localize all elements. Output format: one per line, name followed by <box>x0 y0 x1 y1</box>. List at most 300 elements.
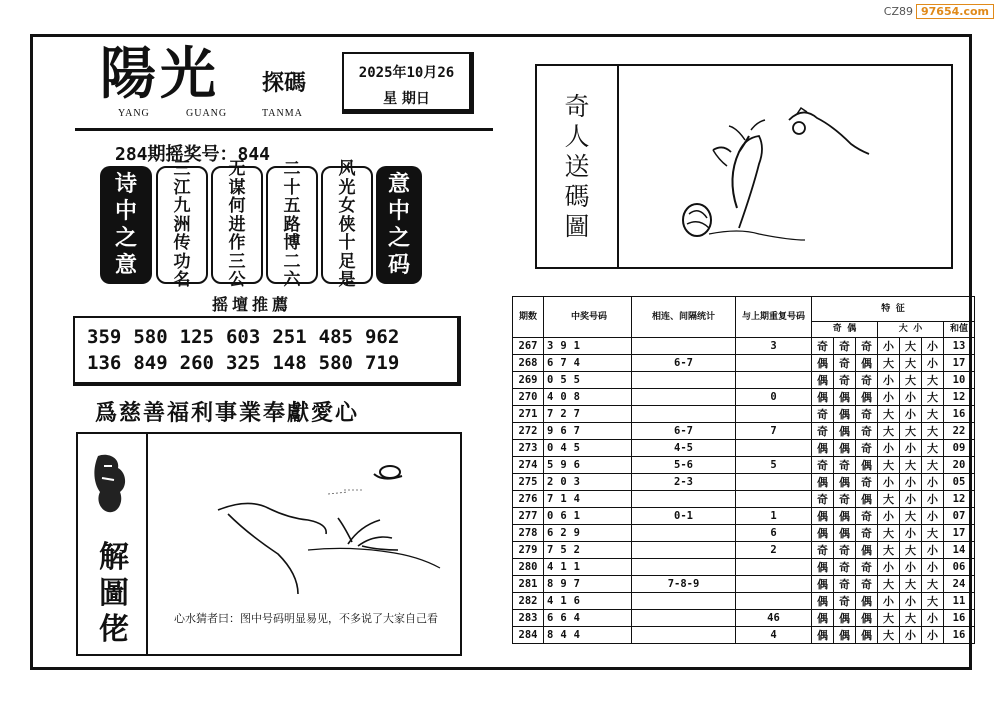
recommend-number: 580 <box>318 352 353 374</box>
poem-char: 十 <box>338 233 356 254</box>
big-small-cell: 大 <box>922 440 944 457</box>
table-row <box>513 627 975 644</box>
poem-char: 公 <box>228 270 246 291</box>
recommend-number: 719 <box>364 352 400 374</box>
header-rule <box>75 128 493 131</box>
big-small-cell: 大 <box>878 525 900 542</box>
sum-cell: 09 <box>944 440 975 457</box>
poem-left-char: 诗 <box>114 171 137 197</box>
poem-char: 进 <box>228 214 246 235</box>
odd-even-cell: 奇 <box>856 525 878 542</box>
sketch-title-char: 解 <box>99 540 129 575</box>
poem-right-char: 码 <box>387 252 410 278</box>
sketch-drawing-area <box>146 434 462 656</box>
odd-even-cell: 偶 <box>812 576 834 593</box>
draw-cell: 280 <box>513 559 544 576</box>
sum-cell: 12 <box>944 389 975 406</box>
repeat-cell: 6 <box>736 525 812 542</box>
repeat-cell: 0 <box>736 389 812 406</box>
poem-char: 风 <box>338 159 356 180</box>
big-small-cell: 大 <box>878 406 900 423</box>
poem-left-char: 之 <box>114 225 137 251</box>
table-row <box>513 389 975 406</box>
consecutive-cell: 7-8-9 <box>632 576 736 593</box>
consecutive-cell <box>632 542 736 559</box>
draw-cell: 277 <box>513 508 544 525</box>
consecutive-cell <box>632 491 736 508</box>
odd-even-cell: 奇 <box>856 508 878 525</box>
big-small-cell: 大 <box>922 423 944 440</box>
history-rows <box>513 338 975 644</box>
poem-char: 路 <box>283 214 301 235</box>
big-small-cell: 小 <box>878 440 900 457</box>
col-digits: 中奖号码 <box>544 297 632 338</box>
draw-cell: 268 <box>513 355 544 372</box>
odd-even-cell: 奇 <box>834 576 856 593</box>
history-table <box>512 296 975 644</box>
sum-cell: 24 <box>944 576 975 593</box>
site-domain[interactable]: 97654.com <box>916 4 994 19</box>
odd-even-cell: 偶 <box>834 627 856 644</box>
poem-char: 光 <box>338 177 356 198</box>
brush-ink-icon <box>90 452 134 518</box>
sketch-title-char: 佬 <box>99 612 129 647</box>
odd-even-cell: 偶 <box>812 389 834 406</box>
table-row <box>513 474 975 491</box>
sum-cell: 12 <box>944 491 975 508</box>
odd-even-cell: 奇 <box>856 372 878 389</box>
odd-even-cell: 奇 <box>834 491 856 508</box>
poem-right-char: 中 <box>387 198 410 224</box>
draw-cell: 279 <box>513 542 544 559</box>
digits-cell: 203 <box>544 474 632 491</box>
big-small-cell: 小 <box>878 559 900 576</box>
sum-cell: 06 <box>944 559 975 576</box>
sum-cell: 16 <box>944 406 975 423</box>
repeat-cell: 5 <box>736 457 812 474</box>
consecutive-cell <box>632 525 736 542</box>
big-small-cell: 大 <box>878 355 900 372</box>
table-row <box>513 372 975 389</box>
odd-even-cell: 偶 <box>812 593 834 610</box>
recommend-number: 603 <box>225 326 261 348</box>
big-small-cell: 小 <box>900 559 922 576</box>
table-row <box>513 559 975 576</box>
big-small-cell: 大 <box>922 576 944 593</box>
poem-char: 女 <box>338 196 356 217</box>
recommend-number: 485 <box>318 326 353 348</box>
odd-even-cell: 偶 <box>856 542 878 559</box>
landscape-sketch-icon <box>148 434 462 604</box>
big-small-cell: 小 <box>922 627 944 644</box>
draw-cell: 269 <box>513 372 544 389</box>
odd-even-cell: 偶 <box>812 508 834 525</box>
digits-cell: 664 <box>544 610 632 627</box>
draw-cell: 284 <box>513 627 544 644</box>
odd-even-cell: 偶 <box>812 440 834 457</box>
odd-even-cell: 偶 <box>834 610 856 627</box>
poem-char: 功 <box>173 251 191 272</box>
consecutive-cell: 4-5 <box>632 440 736 457</box>
draw-cell: 278 <box>513 525 544 542</box>
col-consecutive: 相连、间隔统计 <box>632 297 736 338</box>
odd-even-cell: 偶 <box>856 593 878 610</box>
sum-cell: 11 <box>944 593 975 610</box>
mystery-title-char: 碼 <box>564 181 590 211</box>
sum-cell: 10 <box>944 372 975 389</box>
recommend-number: 136 <box>87 352 122 374</box>
big-small-cell: 小 <box>900 440 922 457</box>
big-small-cell: 大 <box>922 593 944 610</box>
odd-even-cell: 奇 <box>834 338 856 355</box>
big-small-cell: 小 <box>878 474 900 491</box>
big-small-cell: 小 <box>900 389 922 406</box>
digits-cell: 391 <box>544 338 632 355</box>
consecutive-cell: 6-7 <box>632 423 736 440</box>
big-small-cell: 小 <box>878 372 900 389</box>
poem-char: 侠 <box>338 214 356 235</box>
odd-even-cell: 偶 <box>834 423 856 440</box>
digits-cell: 045 <box>544 440 632 457</box>
table-row <box>513 457 975 474</box>
repeat-cell <box>736 355 812 372</box>
odd-even-cell: 奇 <box>834 542 856 559</box>
mystery-title-char: 圖 <box>564 211 590 241</box>
odd-even-cell: 奇 <box>812 491 834 508</box>
draw-cell: 274 <box>513 457 544 474</box>
poem-column-4 <box>321 159 373 291</box>
recommend-number: 580 <box>133 326 168 348</box>
site-id: CZ89 <box>883 5 913 18</box>
poem-right-char: 之 <box>387 225 410 251</box>
table-row <box>513 610 975 627</box>
big-small-cell: 小 <box>900 474 922 491</box>
digits-cell: 897 <box>544 576 632 593</box>
col-draw: 期数 <box>513 297 544 338</box>
consecutive-cell: 0-1 <box>632 508 736 525</box>
charity-slogan: 爲慈善福利事業奉獻愛心 <box>95 400 360 426</box>
col-big-small: 大 小 <box>878 322 944 338</box>
big-small-cell: 大 <box>878 457 900 474</box>
odd-even-cell: 偶 <box>834 508 856 525</box>
odd-even-cell: 偶 <box>856 610 878 627</box>
digits-cell: 629 <box>544 525 632 542</box>
odd-even-cell: 奇 <box>856 576 878 593</box>
big-small-cell: 小 <box>922 542 944 559</box>
big-small-cell: 小 <box>900 406 922 423</box>
big-small-cell: 大 <box>922 457 944 474</box>
consecutive-cell <box>632 593 736 610</box>
repeat-cell: 3 <box>736 338 812 355</box>
mystery-panel <box>535 64 953 269</box>
col-repeat: 与上期重复号码 <box>736 297 812 338</box>
digits-cell: 714 <box>544 491 632 508</box>
odd-even-cell: 奇 <box>834 593 856 610</box>
sum-cell: 16 <box>944 610 975 627</box>
digits-cell: 411 <box>544 559 632 576</box>
big-small-cell: 大 <box>922 389 944 406</box>
consecutive-cell <box>632 406 736 423</box>
repeat-cell: 1 <box>736 508 812 525</box>
odd-even-cell: 偶 <box>812 610 834 627</box>
digits-cell: 967 <box>544 423 632 440</box>
sum-cell: 20 <box>944 457 975 474</box>
odd-even-cell: 奇 <box>812 457 834 474</box>
odd-even-cell: 奇 <box>856 423 878 440</box>
consecutive-cell <box>632 389 736 406</box>
mystery-sketch-icon <box>619 68 951 268</box>
digits-cell: 727 <box>544 406 632 423</box>
col-odd-even: 奇 偶 <box>812 322 878 338</box>
big-small-cell: 小 <box>878 389 900 406</box>
digits-cell: 408 <box>544 389 632 406</box>
col-features: 特 征 <box>812 297 975 322</box>
odd-even-cell: 奇 <box>856 406 878 423</box>
table-row <box>513 542 975 559</box>
draw-result: 284期摇奖号：844 <box>115 144 271 165</box>
big-small-cell: 大 <box>878 627 900 644</box>
sum-cell: 22 <box>944 423 975 440</box>
draw-cell: 276 <box>513 491 544 508</box>
consecutive-cell: 5-6 <box>632 457 736 474</box>
poem-char: 何 <box>228 196 246 217</box>
draw-cell: 275 <box>513 474 544 491</box>
issue-date: 2025年10月26 <box>358 65 455 81</box>
sketch-title <box>96 540 132 648</box>
recommend-number: 359 <box>87 326 122 348</box>
big-small-cell: 大 <box>878 423 900 440</box>
odd-even-cell: 偶 <box>834 440 856 457</box>
mystery-title <box>537 66 619 267</box>
sum-cell: 13 <box>944 338 975 355</box>
pinyin-tanma: TANMA <box>262 108 303 119</box>
table-row <box>513 491 975 508</box>
recommend-number: 849 <box>133 352 168 374</box>
sum-cell: 07 <box>944 508 975 525</box>
consecutive-cell <box>632 627 736 644</box>
recommend-number: 962 <box>364 326 400 348</box>
big-small-cell: 小 <box>922 559 944 576</box>
table-row <box>513 508 975 525</box>
recommend-number: 325 <box>225 352 261 374</box>
big-small-cell: 小 <box>900 525 922 542</box>
odd-even-cell: 偶 <box>856 491 878 508</box>
big-small-cell: 大 <box>900 508 922 525</box>
big-small-cell: 大 <box>922 372 944 389</box>
table-row <box>513 355 975 372</box>
site-tag[interactable] <box>884 4 994 19</box>
recommend-title: 摇壇推薦 <box>212 295 293 314</box>
big-small-cell: 大 <box>878 576 900 593</box>
table-row <box>513 423 975 440</box>
digits-cell: 844 <box>544 627 632 644</box>
recommend-numbers <box>73 316 461 386</box>
repeat-cell <box>736 491 812 508</box>
poem-left-char: 意 <box>114 252 137 278</box>
consecutive-cell <box>632 338 736 355</box>
big-small-cell: 小 <box>878 593 900 610</box>
odd-even-cell: 偶 <box>856 457 878 474</box>
repeat-cell: 7 <box>736 423 812 440</box>
repeat-cell <box>736 474 812 491</box>
poem-column-3 <box>266 159 318 291</box>
big-small-cell: 小 <box>900 593 922 610</box>
poem-char: 十 <box>283 177 301 198</box>
mystery-title-char: 人 <box>564 121 590 151</box>
poem-char: 足 <box>338 251 356 272</box>
odd-even-cell: 偶 <box>834 406 856 423</box>
poem-char: 二 <box>283 251 301 272</box>
poem-char: 五 <box>283 196 301 217</box>
odd-even-cell: 奇 <box>856 440 878 457</box>
sketch-panel <box>76 432 462 656</box>
draw-cell: 267 <box>513 338 544 355</box>
big-small-cell: 大 <box>900 576 922 593</box>
table-row <box>513 338 975 355</box>
sketch-note: 心水猜者曰：图中号码明显易见，不多说了大家自己看 <box>174 612 438 625</box>
odd-even-cell: 偶 <box>812 372 834 389</box>
sketch-title-char: 圖 <box>99 576 129 611</box>
big-small-cell: 小 <box>922 338 944 355</box>
big-small-cell: 小 <box>922 508 944 525</box>
odd-even-cell: 偶 <box>812 559 834 576</box>
sum-cell: 17 <box>944 355 975 372</box>
poem-right-label <box>376 166 422 284</box>
sum-cell: 14 <box>944 542 975 559</box>
poem-char: 谋 <box>228 177 246 198</box>
big-small-cell: 大 <box>922 406 944 423</box>
repeat-cell <box>736 372 812 389</box>
digits-cell: 674 <box>544 355 632 372</box>
digits-cell: 055 <box>544 372 632 389</box>
big-small-cell: 小 <box>922 491 944 508</box>
poem-column-1 <box>156 159 208 291</box>
consecutive-cell <box>632 372 736 389</box>
poem-char: 九 <box>173 196 191 217</box>
poem-char: 三 <box>228 251 246 272</box>
big-small-cell: 大 <box>900 423 922 440</box>
odd-even-cell: 偶 <box>834 474 856 491</box>
repeat-cell <box>736 406 812 423</box>
consecutive-cell <box>632 559 736 576</box>
odd-even-cell: 奇 <box>834 355 856 372</box>
poem-char: 无 <box>228 159 246 180</box>
poem-char: 六 <box>283 270 301 291</box>
digits-cell: 752 <box>544 542 632 559</box>
big-small-cell: 小 <box>900 627 922 644</box>
odd-even-cell: 奇 <box>812 406 834 423</box>
poem-char: 名 <box>173 270 191 291</box>
sum-cell: 17 <box>944 525 975 542</box>
big-small-cell: 大 <box>900 372 922 389</box>
pinyin-guang: GUANG <box>186 108 228 119</box>
draw-cell: 283 <box>513 610 544 627</box>
big-small-cell: 大 <box>900 338 922 355</box>
poem-char: 三 <box>173 159 191 180</box>
poem-left-label <box>100 166 152 284</box>
consecutive-cell <box>632 610 736 627</box>
odd-even-cell: 偶 <box>834 389 856 406</box>
sum-cell: 05 <box>944 474 975 491</box>
poem-char: 洲 <box>173 214 191 235</box>
recommend-number: 125 <box>179 326 214 348</box>
odd-even-cell: 奇 <box>856 474 878 491</box>
poem-char: 是 <box>338 270 356 291</box>
draw-cell: 281 <box>513 576 544 593</box>
mystery-title-char: 送 <box>564 151 590 181</box>
odd-even-cell: 奇 <box>856 559 878 576</box>
repeat-cell <box>736 593 812 610</box>
odd-even-cell: 奇 <box>856 338 878 355</box>
draw-cell: 272 <box>513 423 544 440</box>
brand-title: 陽光 <box>100 41 220 107</box>
consecutive-cell: 2-3 <box>632 474 736 491</box>
recommend-row-2 <box>87 352 457 378</box>
odd-even-cell: 奇 <box>812 338 834 355</box>
draw-cell: 282 <box>513 593 544 610</box>
table-row <box>513 440 975 457</box>
big-small-cell: 小 <box>900 491 922 508</box>
odd-even-cell: 奇 <box>834 559 856 576</box>
big-small-cell: 小 <box>922 355 944 372</box>
big-small-cell: 大 <box>900 457 922 474</box>
odd-even-cell: 偶 <box>856 355 878 372</box>
draw-cell: 271 <box>513 406 544 423</box>
big-small-cell: 小 <box>922 474 944 491</box>
poem-char: 作 <box>228 233 246 254</box>
big-small-cell: 大 <box>900 355 922 372</box>
big-small-cell: 大 <box>878 610 900 627</box>
repeat-cell <box>736 440 812 457</box>
digits-cell: 061 <box>544 508 632 525</box>
poem-char: 传 <box>173 233 191 254</box>
repeat-cell <box>736 576 812 593</box>
big-small-cell: 大 <box>922 525 944 542</box>
odd-even-cell: 偶 <box>856 627 878 644</box>
draw-cell: 273 <box>513 440 544 457</box>
odd-even-cell: 奇 <box>812 423 834 440</box>
mystery-title-char: 奇 <box>564 91 590 121</box>
odd-even-cell: 偶 <box>812 355 834 372</box>
table-row <box>513 525 975 542</box>
odd-even-cell: 偶 <box>812 627 834 644</box>
odd-even-cell: 奇 <box>834 457 856 474</box>
big-small-cell: 小 <box>878 338 900 355</box>
date-box <box>342 52 474 114</box>
poem-column-2 <box>211 159 263 291</box>
weekday: 星 期日 <box>383 91 430 107</box>
repeat-cell <box>736 559 812 576</box>
poem-panel <box>100 159 422 291</box>
odd-even-cell: 奇 <box>812 542 834 559</box>
big-small-cell: 小 <box>878 508 900 525</box>
odd-even-cell: 偶 <box>834 525 856 542</box>
poem-char: 博 <box>283 233 301 254</box>
table-row <box>513 576 975 593</box>
recommend-row-1 <box>87 326 457 352</box>
poem-char: 二 <box>283 159 301 180</box>
big-small-cell: 大 <box>900 542 922 559</box>
recommend-number: 251 <box>272 326 307 348</box>
recommend-number: 260 <box>179 352 214 374</box>
draw-cell: 270 <box>513 389 544 406</box>
poem-char: 江 <box>173 177 191 198</box>
pinyin-yang: YANG <box>118 108 150 119</box>
poem-right-char: 意 <box>387 171 410 197</box>
odd-even-cell: 奇 <box>834 372 856 389</box>
big-small-cell: 大 <box>878 491 900 508</box>
table-row <box>513 593 975 610</box>
